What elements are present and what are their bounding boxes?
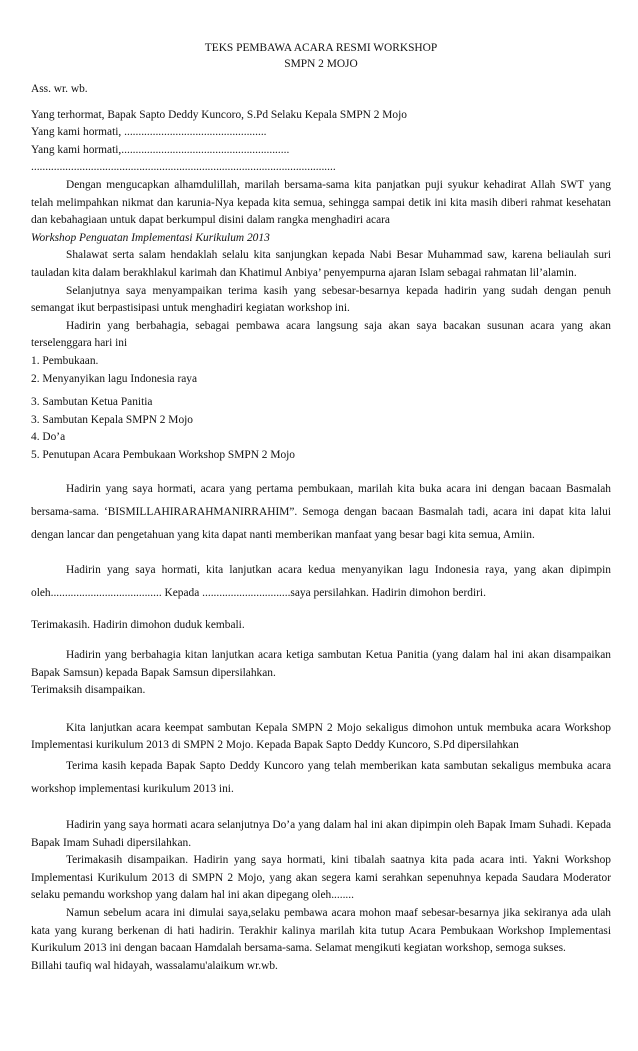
paragraph-shalawat: Shalawat serta salam hendaklah selalu kita sanjungkan kepada Nabi Besar Muhammad saw, karena beliaulah suri tauladan kita dalam berakhlakul karimah dan Khatimul Anbiya’ penyempurna ajaran Islam sebagai rahmatan lil’alamin. [31,249,611,279]
paragraph-penutup: Namun sebelum acara ini dimulai saya,selaku pembawa acara mohon maaf sebesar-besarnya jika sekiranya ada ulah kata yang kurang berkenan di hati hadirin. Terakhir kalinya marilah kita tutup Acara Pembukaan Workshop Implementasi Kurikulum 2013 ini dengan bacaan Hamdalah bersama-sama. Selamat mengikuti kegiatan workshop, semoga sukses. [31,907,611,955]
dotted-line: ........................................................................................................... [31,161,336,174]
paragraph-doa: Hadirin yang saya hormati acara selanjutnya Do’a yang dalam hal ini akan dipimpin oleh Bapak Imam Suhadi. Kepada Bapak Imam Suhadi dipersilahkan. [31,819,611,849]
document-page [31,40,611,975]
agenda-item: 4. Do’a [31,431,66,444]
terimakasih-disampaikan: Terimaksih disampaikan. [31,684,146,697]
hormat-line-3: Yang kami hormati,........................................................... [31,143,290,156]
title-line-2: SMPN 2 MOJO [284,58,358,70]
salam: Ass. wr. wb. [31,83,88,95]
paragraph-thanks: Selanjutnya saya menyampaikan terima kasih yang sebesar-besarnya kepada hadirin yang sudah dengan penuh semangat ikut berpastisipasi untuk menghadiri kegiatan workshop ini. [31,284,611,315]
paragraph-kepala-sekolah: Kita lanjutkan acara keempat sambutan Kepala SMPN 2 Mojo sekaligus dimohon untuk membuka acara Workshop Implementasi kurikulum 2013 di SMPN 2 Mojo. Kepada Bapak Sapto Deddy Kuncoro, S.Pd dipersilahkan [31,721,611,752]
paragraph-acara-inti: Terimakasih disampaikan. Hadirin yang saya hormati, kini tibalah saatnya kita pada acara inti. Yakni Workshop Implementasi Kurikulum 2013 di SMPN 2 Mojo, yang akan segera kami serahkan sepenuhnya kepada Saudara Moderator selaku pemandu workshop yang dalam hal ini akan dipegang oleh........ [31,854,611,902]
agenda-item: 1. Pembukaan. [31,354,99,367]
agenda-item: 2. Menyanyikan lagu Indonesia raya [31,372,198,385]
paragraph-lagu: Hadirin yang saya hormati, kita lanjutkan acara kedua menyanyikan lagu Indonesia raya, yang akan dipimpin oleh....................................... Kepada ...............................saya persilahkan. Hadirin dimohon berdiri. [31,564,611,600]
hormat-line-1: Yang terhormat, Bapak Sapto Deddy Kuncoro, S.Pd Selaku Kepala SMPN 2 Mojo [31,108,407,121]
title-line-1: TEKS PEMBAWA ACARA RESMI WORKSHOP [204,42,438,54]
paragraph-pembukaan: Hadirin yang saya hormati, acara yang pertama pembukaan, marilah kita buka acara ini dengan bacaan Basmalah bersama-sama. ‘BISMILLAHIRARAHMANIRRAHIM”. Semoga dengan bacaan Basmalah tadi, acara ini dapat kita lalui dengan lancar dan pengetahuan yang kita dapat nanti memberikan manfaat yang besar bagi kita semua, Amiin. [31,483,611,542]
closing-salam: Billahi taufiq wal hidayah, wassalamu'alaikum wr.wb. [31,959,278,972]
paragraph-terima-kasih-kepala: Terima kasih kepada Bapak Sapto Deddy Kuncoro yang telah memberikan kata sambutan sekaligus membuka acara workshop implementasi kurikulum 2013 ini. [31,760,611,796]
paragraph-opening-italic: Workshop Penguatan Implementasi Kurikulum 2013 [31,231,270,244]
agenda-list [31,353,611,465]
paragraph-opening [31,177,611,247]
paragraph-opening-text: Dengan mengucapkan alhamdulillah, marilah bersama-sama kita panjatkan puji syukur kehadirat Allah SWT yang telah melimpahkan nikmat dan karunia-Nya kepada kita semua, sehingga sampai detik ini kita masih diberi rahmat kesehatan dan kebahagiaan untuk dapat berkumpul disini dalam rangka menghadiri acara [31,178,611,227]
document-title [31,40,611,72]
paragraph-ketua-panitia: Hadirin yang berbahagia kitan lanjutkan acara ketiga sambutan Ketua Panitia (yang dalam hal ini akan disampaikan Bapak Samsun) kepada Bapak Samsun dipersilahkan. [31,649,611,679]
agenda-item: 3. Sambutan Ketua Panitia [31,396,153,409]
hormat-line-2: Yang kami hormati, .................................................. [31,126,267,139]
agenda-item: 3. Sambutan Kepala SMPN 2 Mojo [31,413,193,426]
agenda-item: 5. Penutupan Acara Pembukaan Workshop SMPN 2 Mojo [31,448,296,461]
terimakasih-duduk: Terimakasih. Hadirin dimohon duduk kembali. [31,619,245,632]
paragraph-agenda-intro: Hadirin yang berbahagia, sebagai pembawa acara langsung saja akan saya bacakan susunan acara yang akan terselenggara hari ini [31,319,611,350]
